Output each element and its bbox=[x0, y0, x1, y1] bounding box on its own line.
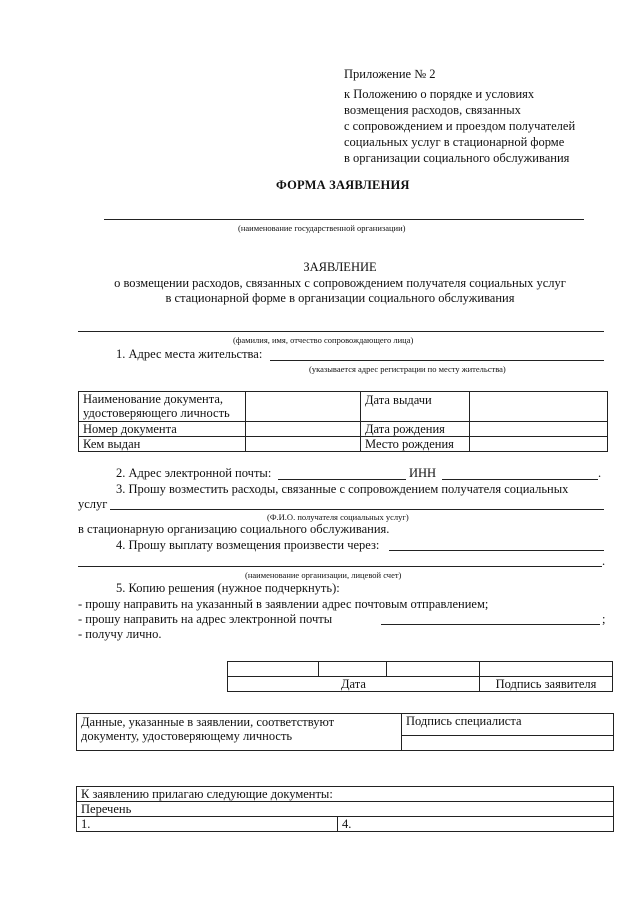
recipient-caption: (Ф.И.О. получателя социальных услуг) bbox=[267, 512, 409, 522]
inn-label: ИНН bbox=[409, 466, 437, 480]
birth-place-label: Место рождения bbox=[365, 437, 454, 451]
doc-name-label: Наименование документа, bbox=[83, 392, 224, 406]
document-item-number: 1. bbox=[81, 817, 91, 831]
doc-number-value[interactable] bbox=[246, 422, 361, 437]
date-day-cell[interactable] bbox=[228, 662, 319, 677]
doc-name-value[interactable] bbox=[246, 392, 361, 422]
signature-cell[interactable] bbox=[480, 662, 613, 677]
birth-place-cell bbox=[361, 437, 470, 452]
date-label: Дата bbox=[341, 677, 366, 691]
form-title: ФОРМА ЗАЯВЛЕНИЯ bbox=[276, 178, 410, 192]
birth-date-value[interactable] bbox=[470, 422, 608, 437]
appendix-title: Приложение № 2 bbox=[344, 67, 436, 81]
specialist-sign-label: Подпись специалиста bbox=[406, 714, 522, 728]
doc-number-cell bbox=[79, 422, 246, 437]
id-document-table bbox=[78, 391, 608, 452]
email-label: 2. Адрес электронной почты: bbox=[116, 466, 272, 480]
issued-by-value[interactable] bbox=[246, 437, 361, 452]
option-email-end: ; bbox=[602, 612, 606, 626]
appendix-line: возмещения расходов, связанных bbox=[344, 103, 521, 117]
item3-text: 3. Прошу возместить расходы, связанные с сопровождением получателя социальных bbox=[116, 482, 569, 496]
date-month-cell[interactable] bbox=[319, 662, 387, 677]
specialist-sign-label-cell bbox=[402, 714, 614, 736]
org-caption: (наименование государственной организации) bbox=[238, 223, 406, 233]
verification-text-cell bbox=[77, 714, 402, 751]
document-item-number: 4. bbox=[342, 817, 352, 831]
item3-tail: в стационарную организацию социального обслуживания. bbox=[78, 522, 390, 536]
issue-date-value[interactable] bbox=[470, 392, 608, 422]
issued-by-cell bbox=[79, 437, 246, 452]
appendix-line: социальных услуг в стационарной форме bbox=[344, 135, 565, 149]
date-signature-table bbox=[227, 661, 613, 692]
inn-line[interactable] bbox=[442, 479, 598, 480]
documents-table bbox=[76, 786, 614, 832]
specialist-sign-cell[interactable] bbox=[402, 736, 614, 751]
appendix-line: в организации социального обслуживания bbox=[344, 151, 570, 165]
option-post[interactable]: - прошу направить на указанный в заявлении адрес почтовым отправлением; bbox=[78, 597, 489, 611]
document-item-1[interactable] bbox=[77, 817, 338, 832]
recipient-fio-line[interactable] bbox=[110, 509, 604, 510]
birth-date-label: Дата рождения bbox=[365, 422, 445, 436]
appendix-line: с сопровождением и проездом получателей bbox=[344, 119, 576, 133]
address-caption: (указывается адрес регистрации по месту жительства) bbox=[309, 364, 506, 374]
documents-header-cell bbox=[77, 787, 614, 802]
payment-caption: (наименование организации, лицевой счет) bbox=[245, 570, 402, 580]
doc-name-label: удостоверяющего личность bbox=[83, 406, 230, 420]
issue-date-label: Дата выдачи bbox=[365, 393, 432, 407]
applicant-sign-label: Подпись заявителя bbox=[495, 677, 597, 691]
doc-number-label: Номер документа bbox=[83, 422, 177, 436]
statement-line: в стационарной форме в организации социального обслуживания bbox=[165, 291, 515, 305]
fio-line[interactable] bbox=[78, 331, 604, 332]
item4-text: 4. Прошу выплату возмещения произвести через: bbox=[116, 538, 380, 552]
doc-name-cell bbox=[79, 392, 246, 422]
address-label: 1. Адрес места жительства: bbox=[116, 347, 263, 361]
documents-list-cell bbox=[77, 802, 614, 817]
date-year-cell[interactable] bbox=[387, 662, 480, 677]
verification-line: документу, удостоверяющему личность bbox=[81, 729, 293, 743]
document-item-4[interactable] bbox=[338, 817, 614, 832]
option-personal[interactable]: - получу лично. bbox=[78, 627, 162, 641]
verification-table bbox=[76, 713, 614, 751]
documents-list-label: Перечень bbox=[81, 802, 132, 816]
item5-text: 5. Копию решения (нужное подчеркнуть): bbox=[116, 581, 340, 595]
applicant-sign-label-cell bbox=[480, 677, 613, 692]
item4-end: . bbox=[602, 554, 606, 568]
email-end: . bbox=[598, 466, 602, 480]
statement-heading: ЗАЯВЛЕНИЕ bbox=[303, 260, 377, 274]
org-name-line[interactable] bbox=[104, 219, 584, 220]
address-line[interactable] bbox=[270, 360, 604, 361]
email-line[interactable] bbox=[278, 479, 406, 480]
option-email-line[interactable] bbox=[381, 624, 600, 625]
documents-header: К заявлению прилагаю следующие документы: bbox=[81, 787, 333, 801]
date-label-cell bbox=[228, 677, 480, 692]
fio-caption: (фамилия, имя, отчество сопровождающего лица) bbox=[233, 335, 414, 345]
verification-line: Данные, указанные в заявлении, соответствуют bbox=[81, 715, 335, 729]
payment-line-2[interactable] bbox=[78, 566, 602, 567]
item3-cont: услуг bbox=[78, 497, 108, 511]
payment-line[interactable] bbox=[389, 550, 604, 551]
issue-date-cell bbox=[361, 392, 470, 422]
issued-by-label: Кем выдан bbox=[83, 437, 141, 451]
birth-place-value[interactable] bbox=[470, 437, 608, 452]
birth-date-cell bbox=[361, 422, 470, 437]
statement-line: о возмещении расходов, связанных с сопровождением получателя социальных услуг bbox=[114, 276, 566, 290]
option-email[interactable]: - прошу направить на адрес электронной почты bbox=[78, 612, 333, 626]
appendix-line: к Положению о порядке и условиях bbox=[344, 87, 535, 101]
